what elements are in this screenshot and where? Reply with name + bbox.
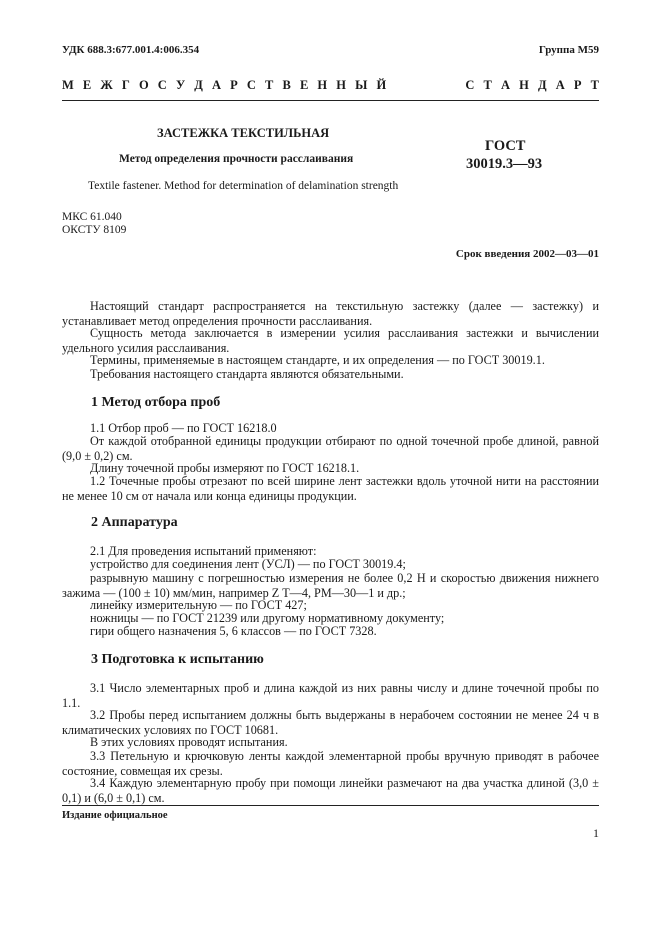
section-paragraph: разрывную машину с погрешностью измерения не более 0,2 Н и скоростью движения нижнего зажима — (100 ± 10) мм/мин, например Z Т—4, РМ—30—1 и др.; xyxy=(62,571,599,600)
section-heading: 1 Метод отбора проб xyxy=(91,395,221,410)
udk-code: УДК 688.3:677.001.4:006.354 xyxy=(62,44,200,56)
intro-paragraph: Сущность метода заключается в измерении усилия расслаивания застежки и вычислении удельного усилия расслаивания. xyxy=(62,326,599,355)
gost-number: 30019.3—93 xyxy=(466,156,543,172)
section-paragraph: 1.1 Отбор проб — по ГОСТ 16218.0 xyxy=(90,421,277,435)
intro-paragraph: Требования настоящего стандарта являются обязательными. xyxy=(90,367,404,381)
section-paragraph: устройство для соединения лент (УСЛ) — по ГОСТ 30019.4; xyxy=(90,557,406,571)
document-title: ЗАСТЕЖКА ТЕКСТИЛЬНАЯ xyxy=(157,126,330,140)
okstu-code: ОКСТУ 8109 xyxy=(62,224,127,236)
page-number: 1 xyxy=(593,826,599,840)
section-paragraph: От каждой отобранной единицы продукции отбирают по одной точечной пробе длиной, равной (9,0 ± 0,2) см. xyxy=(62,434,599,463)
section-heading: 2 Аппаратура xyxy=(91,515,178,530)
intro-paragraph: Настоящий стандарт распространяется на текстильную застежку (далее — застежку) и устанавливает метод определения прочности расслаивания. xyxy=(62,299,599,328)
edition-note: Издание официальное xyxy=(62,810,168,821)
gost-label: ГОСТ xyxy=(485,138,526,154)
section-paragraph: В этих условиях проводят испытания. xyxy=(90,735,288,749)
section-paragraph: 2.1 Для проведения испытаний применяют: xyxy=(90,544,317,558)
group-code: Группа М59 xyxy=(538,44,599,56)
section-paragraph: 3.4 Каждую элементарную пробу при помощи линейки размечают на два участка длиной (3,0 ± 0,1) и (6,0 ± 0,1) см. xyxy=(62,776,599,805)
banner-word-interstate: М Е Ж Г О С У Д А Р С Т В Е Н Н Ы Й xyxy=(62,78,387,92)
section-paragraph: Длину точечной пробы измеряют по ГОСТ 16218.1. xyxy=(90,461,360,475)
banner-rule xyxy=(62,100,599,101)
intro-paragraph: Термины, применяемые в настоящем стандарте, и их определения — по ГОСТ 30019.1. xyxy=(90,353,545,367)
mks-code: МКС 61.040 xyxy=(62,211,122,223)
document-subtitle: Метод определения прочности расслаивания xyxy=(119,153,354,165)
section-heading: 3 Подготовка к испытанию xyxy=(91,652,264,667)
section-paragraph: 3.3 Петельную и крючковую ленты каждой элементарной пробы вручную приводят в рабочее состояние, совмещая их срезы. xyxy=(62,749,599,778)
section-paragraph: гири общего назначения 5, 6 классов — по ГОСТ 7328. xyxy=(90,624,377,638)
banner-word-standard: С Т А Н Д А Р Т xyxy=(465,78,599,92)
standard-banner xyxy=(62,78,599,93)
english-title: Textile fastener. Method for determination of delamination strength xyxy=(88,180,399,192)
section-paragraph: 1.2 Точечные пробы отрезают по всей ширине лент застежки вдоль уточной нити на расстоянии не менее 10 см от начала или конца единицы продукции. xyxy=(62,474,599,503)
effective-date: Срок введения 2002—03—01 xyxy=(455,248,599,260)
section-paragraph: 3.2 Пробы перед испытанием должны быть выдержаны в нерабочем состоянии не менее 24 ч в климатических условиях по ГОСТ 10681. xyxy=(62,708,599,737)
footer-rule xyxy=(62,805,599,806)
section-paragraph: 3.1 Число элементарных проб и длина каждой из них равны числу и длине точечной пробы по 1.1. xyxy=(62,681,599,710)
section-paragraph: ножницы — по ГОСТ 21239 или другому нормативному документу; xyxy=(90,611,445,625)
section-paragraph: линейку измерительную — по ГОСТ 427; xyxy=(90,598,307,612)
